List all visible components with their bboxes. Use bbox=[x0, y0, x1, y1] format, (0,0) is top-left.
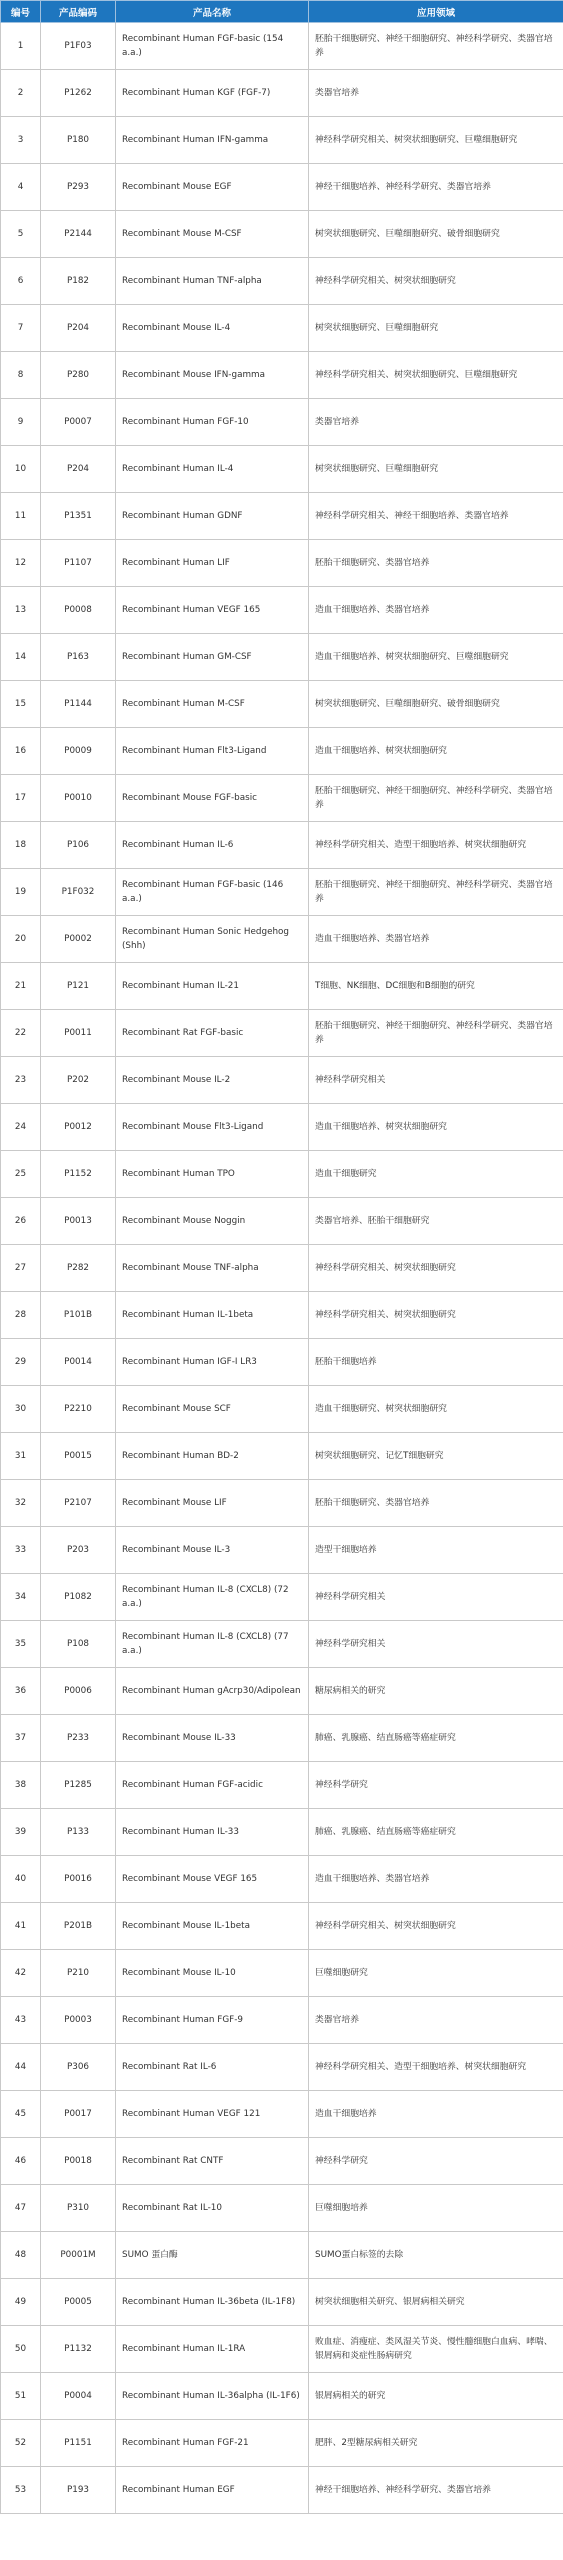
cell-product-code: P1082 bbox=[41, 1574, 116, 1621]
cell-product-code: P1285 bbox=[41, 1762, 116, 1809]
cell-application: 神经科学研究相关、树突状细胞研究 bbox=[309, 1292, 563, 1339]
cell-application: 银屑病相关的研究 bbox=[309, 2373, 563, 2420]
cell-number: 33 bbox=[1, 1527, 41, 1574]
cell-application: 败血症、消瘦症、类风湿关节炎、慢性髓细胞白血病、哮喘、银屑病和炎症性肠病研究 bbox=[309, 2326, 563, 2373]
cell-number: 44 bbox=[1, 2044, 41, 2091]
cell-number: 13 bbox=[1, 587, 41, 634]
table-row bbox=[1, 2185, 563, 2232]
cell-number: 4 bbox=[1, 164, 41, 211]
cell-product-name: Recombinant Human GDNF bbox=[116, 493, 309, 540]
cell-application: 胚胎干细胞研究、神经干细胞研究、神经科学研究、类器官培养 bbox=[309, 23, 563, 70]
cell-application: 肥胖、2型糖尿病相关研究 bbox=[309, 2420, 563, 2467]
table-row bbox=[1, 352, 563, 399]
cell-product-code: P293 bbox=[41, 164, 116, 211]
table-row bbox=[1, 916, 563, 963]
cell-application: 神经科学研究相关、树突状细胞研究、巨噬细胞研究 bbox=[309, 117, 563, 164]
cell-product-code: P1262 bbox=[41, 70, 116, 117]
cell-product-code: P0002 bbox=[41, 916, 116, 963]
cell-product-code: P1132 bbox=[41, 2326, 116, 2373]
table-row bbox=[1, 1339, 563, 1386]
cell-application: 巨噬细胞培养 bbox=[309, 2185, 563, 2232]
cell-number: 10 bbox=[1, 446, 41, 493]
cell-product-name: Recombinant Human TPO bbox=[116, 1151, 309, 1198]
cell-number: 16 bbox=[1, 728, 41, 775]
cell-product-name: Recombinant Human TNF-alpha bbox=[116, 258, 309, 305]
cell-number: 3 bbox=[1, 117, 41, 164]
cell-application: 造型干细胞培养 bbox=[309, 1527, 563, 1574]
cell-product-name: Recombinant Human FGF-21 bbox=[116, 2420, 309, 2467]
cell-product-name: Recombinant Mouse IFN-gamma bbox=[116, 352, 309, 399]
cell-application: 神经科学研究相关、造型干细胞培养、树突状细胞研究 bbox=[309, 822, 563, 869]
cell-product-name: Recombinant Human FGF-9 bbox=[116, 1997, 309, 2044]
cell-number: 43 bbox=[1, 1997, 41, 2044]
table-row bbox=[1, 258, 563, 305]
cell-application: 造血干细胞培养、树突状细胞研究 bbox=[309, 1104, 563, 1151]
cell-product-code: P280 bbox=[41, 352, 116, 399]
table-body bbox=[1, 23, 563, 2514]
cell-application: 造血干细胞培养 bbox=[309, 2091, 563, 2138]
cell-application: 胚胎干细胞研究、类器官培养 bbox=[309, 540, 563, 587]
table-row bbox=[1, 1057, 563, 1104]
cell-product-name: Recombinant Human VEGF 121 bbox=[116, 2091, 309, 2138]
cell-number: 39 bbox=[1, 1809, 41, 1856]
cell-application: 造血干细胞培养、类器官培养 bbox=[309, 587, 563, 634]
cell-application: 神经科学研究 bbox=[309, 1762, 563, 1809]
cell-product-code: P0011 bbox=[41, 1010, 116, 1057]
cell-number: 6 bbox=[1, 258, 41, 305]
cell-product-name: Recombinant Human IL-36beta (IL-1F8) bbox=[116, 2279, 309, 2326]
cell-number: 11 bbox=[1, 493, 41, 540]
cell-product-name: Recombinant Human IL-1beta bbox=[116, 1292, 309, 1339]
cell-number: 38 bbox=[1, 1762, 41, 1809]
cell-product-code: P1107 bbox=[41, 540, 116, 587]
cell-application: 神经科学研究相关、树突状细胞研究、巨噬细胞研究 bbox=[309, 352, 563, 399]
cell-product-code: P0008 bbox=[41, 587, 116, 634]
table-row bbox=[1, 540, 563, 587]
cell-product-code: P0018 bbox=[41, 2138, 116, 2185]
table-row bbox=[1, 1386, 563, 1433]
table-row bbox=[1, 1527, 563, 1574]
table-row bbox=[1, 1856, 563, 1903]
cell-product-name: Recombinant Rat IL-6 bbox=[116, 2044, 309, 2091]
cell-product-name: Recombinant Mouse IL-10 bbox=[116, 1950, 309, 1997]
cell-number: 25 bbox=[1, 1151, 41, 1198]
cell-product-name: Recombinant Human IL-6 bbox=[116, 822, 309, 869]
table-row bbox=[1, 1010, 563, 1057]
cell-number: 35 bbox=[1, 1621, 41, 1668]
table-row bbox=[1, 1903, 563, 1950]
cell-product-code: P310 bbox=[41, 2185, 116, 2232]
cell-number: 1 bbox=[1, 23, 41, 70]
cell-product-code: P233 bbox=[41, 1715, 116, 1762]
cell-number: 46 bbox=[1, 2138, 41, 2185]
cell-number: 14 bbox=[1, 634, 41, 681]
cell-product-name: Recombinant Mouse IL-33 bbox=[116, 1715, 309, 1762]
cell-product-code: P210 bbox=[41, 1950, 116, 1997]
cell-application: 肺癌、乳腺癌、结直肠癌等癌症研究 bbox=[309, 1715, 563, 1762]
cell-product-code: P106 bbox=[41, 822, 116, 869]
cell-product-code: P108 bbox=[41, 1621, 116, 1668]
cell-product-name: Recombinant Human IFN-gamma bbox=[116, 117, 309, 164]
cell-number: 22 bbox=[1, 1010, 41, 1057]
table-row bbox=[1, 23, 563, 70]
cell-application: 胚胎干细胞研究、神经干细胞研究、神经科学研究、类器官培养 bbox=[309, 1010, 563, 1057]
table-row bbox=[1, 1104, 563, 1151]
cell-application: 神经科学研究相关、树突状细胞研究 bbox=[309, 258, 563, 305]
cell-product-code: P180 bbox=[41, 117, 116, 164]
cell-product-code: P0006 bbox=[41, 1668, 116, 1715]
cell-application: 巨噬细胞研究 bbox=[309, 1950, 563, 1997]
cell-application: 造血干细胞研究、树突状细胞研究 bbox=[309, 1386, 563, 1433]
cell-number: 12 bbox=[1, 540, 41, 587]
cell-number: 29 bbox=[1, 1339, 41, 1386]
table-header bbox=[1, 1, 563, 23]
cell-product-code: P0004 bbox=[41, 2373, 116, 2420]
cell-product-code: P201B bbox=[41, 1903, 116, 1950]
cell-product-name: Recombinant Human KGF (FGF-7) bbox=[116, 70, 309, 117]
cell-number: 41 bbox=[1, 1903, 41, 1950]
cell-product-name: Recombinant Human IL-8 (CXCL8) (72 a.a.) bbox=[116, 1574, 309, 1621]
header-row bbox=[1, 1, 563, 23]
cell-product-code: P1144 bbox=[41, 681, 116, 728]
cell-product-name: Recombinant Mouse IL-4 bbox=[116, 305, 309, 352]
cell-application: 神经科学研究相关、树突状细胞研究 bbox=[309, 1245, 563, 1292]
cell-product-name: Recombinant Mouse VEGF 165 bbox=[116, 1856, 309, 1903]
cell-number: 21 bbox=[1, 963, 41, 1010]
cell-product-name: Recombinant Human BD-2 bbox=[116, 1433, 309, 1480]
cell-application: 肺癌、乳腺癌、结直肠癌等癌症研究 bbox=[309, 1809, 563, 1856]
cell-number: 45 bbox=[1, 2091, 41, 2138]
cell-application: SUMO蛋白标签的去除 bbox=[309, 2232, 563, 2279]
cell-number: 31 bbox=[1, 1433, 41, 1480]
cell-number: 36 bbox=[1, 1668, 41, 1715]
table-row bbox=[1, 493, 563, 540]
table-row bbox=[1, 1668, 563, 1715]
cell-product-code: P2144 bbox=[41, 211, 116, 258]
cell-application: 树突状细胞研究、巨噬细胞研究 bbox=[309, 305, 563, 352]
cell-application: 神经干细胞培养、神经科学研究、类器官培养 bbox=[309, 164, 563, 211]
cell-product-code: P0009 bbox=[41, 728, 116, 775]
table-row bbox=[1, 634, 563, 681]
cell-product-name: Recombinant Human Flt3-Ligand bbox=[116, 728, 309, 775]
table-row bbox=[1, 728, 563, 775]
cell-application: 神经干细胞培养、神经科学研究、类器官培养 bbox=[309, 2467, 563, 2514]
cell-number: 42 bbox=[1, 1950, 41, 1997]
cell-number: 40 bbox=[1, 1856, 41, 1903]
table-row bbox=[1, 1292, 563, 1339]
cell-number: 52 bbox=[1, 2420, 41, 2467]
cell-application: 造血干细胞培养、树突状细胞研究 bbox=[309, 728, 563, 775]
cell-product-name: Recombinant Human IL-33 bbox=[116, 1809, 309, 1856]
table-row bbox=[1, 2044, 563, 2091]
cell-product-name: Recombinant Human LIF bbox=[116, 540, 309, 587]
cell-application: 造血干细胞培养、类器官培养 bbox=[309, 916, 563, 963]
table-row bbox=[1, 2138, 563, 2185]
cell-application: 神经科学研究相关、树突状细胞研究 bbox=[309, 1903, 563, 1950]
table-row bbox=[1, 2420, 563, 2467]
cell-application: 胚胎干细胞培养 bbox=[309, 1339, 563, 1386]
table-row bbox=[1, 1715, 563, 1762]
cell-application: T细胞、NK细胞、DC细胞和B细胞的研究 bbox=[309, 963, 563, 1010]
cell-number: 47 bbox=[1, 2185, 41, 2232]
cell-number: 34 bbox=[1, 1574, 41, 1621]
cell-product-code: P203 bbox=[41, 1527, 116, 1574]
header-code: 产品编码 bbox=[41, 1, 116, 23]
cell-application: 神经科学研究相关 bbox=[309, 1621, 563, 1668]
cell-product-name: Recombinant Human VEGF 165 bbox=[116, 587, 309, 634]
table-row bbox=[1, 587, 563, 634]
cell-product-code: P0003 bbox=[41, 1997, 116, 2044]
cell-product-name: Recombinant Rat FGF-basic bbox=[116, 1010, 309, 1057]
cell-product-name: Recombinant Human FGF-acidic bbox=[116, 1762, 309, 1809]
cell-number: 28 bbox=[1, 1292, 41, 1339]
table-row bbox=[1, 2467, 563, 2514]
cell-application: 树突状细胞研究、巨噬细胞研究 bbox=[309, 446, 563, 493]
cell-number: 17 bbox=[1, 775, 41, 822]
cell-number: 18 bbox=[1, 822, 41, 869]
table-row bbox=[1, 446, 563, 493]
table-row bbox=[1, 117, 563, 164]
cell-product-code: P0005 bbox=[41, 2279, 116, 2326]
cell-product-name: Recombinant Human FGF-basic (154 a.a.) bbox=[116, 23, 309, 70]
cell-product-code: P1152 bbox=[41, 1151, 116, 1198]
cell-product-name: Recombinant Human IL-8 (CXCL8) (77 a.a.) bbox=[116, 1621, 309, 1668]
cell-product-name: Recombinant Mouse TNF-alpha bbox=[116, 1245, 309, 1292]
header-application: 应用领域 bbox=[309, 1, 563, 23]
cell-number: 53 bbox=[1, 2467, 41, 2514]
cell-product-code: P2210 bbox=[41, 1386, 116, 1433]
cell-product-code: P306 bbox=[41, 2044, 116, 2091]
table-row bbox=[1, 1198, 563, 1245]
cell-application: 树突状细胞相关研究、银屑病相关研究 bbox=[309, 2279, 563, 2326]
cell-number: 15 bbox=[1, 681, 41, 728]
cell-application: 造血干细胞研究 bbox=[309, 1151, 563, 1198]
table-row bbox=[1, 1621, 563, 1668]
cell-product-name: Recombinant Mouse M-CSF bbox=[116, 211, 309, 258]
table-row bbox=[1, 164, 563, 211]
cell-number: 24 bbox=[1, 1104, 41, 1151]
cell-product-code: P2107 bbox=[41, 1480, 116, 1527]
cell-product-code: P204 bbox=[41, 446, 116, 493]
cell-number: 26 bbox=[1, 1198, 41, 1245]
cell-product-name: Recombinant Mouse IL-1beta bbox=[116, 1903, 309, 1950]
cell-number: 49 bbox=[1, 2279, 41, 2326]
cell-product-code: P0013 bbox=[41, 1198, 116, 1245]
cell-product-name: Recombinant Human FGF-10 bbox=[116, 399, 309, 446]
cell-product-name: Recombinant Human IGF-I LR3 bbox=[116, 1339, 309, 1386]
cell-product-code: P193 bbox=[41, 2467, 116, 2514]
table-row bbox=[1, 2373, 563, 2420]
cell-product-name: Recombinant Mouse LIF bbox=[116, 1480, 309, 1527]
cell-product-code: P182 bbox=[41, 258, 116, 305]
cell-product-name: Recombinant Mouse EGF bbox=[116, 164, 309, 211]
cell-application: 神经科学研究相关、造型干细胞培养、树突状细胞研究 bbox=[309, 2044, 563, 2091]
cell-product-name: Recombinant Mouse IL-3 bbox=[116, 1527, 309, 1574]
cell-number: 5 bbox=[1, 211, 41, 258]
header-num: 编号 bbox=[1, 1, 41, 23]
cell-application: 神经科学研究 bbox=[309, 2138, 563, 2185]
cell-product-code: P202 bbox=[41, 1057, 116, 1104]
cell-product-code: P0001M bbox=[41, 2232, 116, 2279]
cell-application: 树突状细胞研究、记忆T细胞研究 bbox=[309, 1433, 563, 1480]
cell-product-code: P163 bbox=[41, 634, 116, 681]
cell-product-code: P1151 bbox=[41, 2420, 116, 2467]
table-row bbox=[1, 869, 563, 916]
table-row bbox=[1, 399, 563, 446]
cell-product-code: P1F03 bbox=[41, 23, 116, 70]
cell-number: 19 bbox=[1, 869, 41, 916]
table-row bbox=[1, 2232, 563, 2279]
table-row bbox=[1, 1151, 563, 1198]
table-row bbox=[1, 2279, 563, 2326]
cell-product-name: Recombinant Mouse Flt3-Ligand bbox=[116, 1104, 309, 1151]
cell-application: 胚胎干细胞研究、神经干细胞研究、神经科学研究、类器官培养 bbox=[309, 869, 563, 916]
cell-product-code: P121 bbox=[41, 963, 116, 1010]
cell-application: 类器官培养 bbox=[309, 70, 563, 117]
table-row bbox=[1, 305, 563, 352]
cell-product-name: Recombinant Human gAcrp30/Adipolean bbox=[116, 1668, 309, 1715]
table-row bbox=[1, 963, 563, 1010]
cell-product-code: P0010 bbox=[41, 775, 116, 822]
header-name: 产品名称 bbox=[116, 1, 309, 23]
cell-product-name: Recombinant Mouse SCF bbox=[116, 1386, 309, 1433]
cell-product-name: Recombinant Human M-CSF bbox=[116, 681, 309, 728]
cell-application: 类器官培养 bbox=[309, 1997, 563, 2044]
cell-product-code: P204 bbox=[41, 305, 116, 352]
cell-number: 8 bbox=[1, 352, 41, 399]
cell-product-code: P0017 bbox=[41, 2091, 116, 2138]
cell-number: 37 bbox=[1, 1715, 41, 1762]
table-row bbox=[1, 1574, 563, 1621]
cell-product-name: Recombinant Human EGF bbox=[116, 2467, 309, 2514]
cell-product-name: Recombinant Human Sonic Hedgehog (Shh) bbox=[116, 916, 309, 963]
cell-number: 51 bbox=[1, 2373, 41, 2420]
cell-product-code: P0014 bbox=[41, 1339, 116, 1386]
table-row bbox=[1, 211, 563, 258]
cell-number: 27 bbox=[1, 1245, 41, 1292]
cell-number: 32 bbox=[1, 1480, 41, 1527]
cell-product-code: P0015 bbox=[41, 1433, 116, 1480]
cell-product-name: SUMO 蛋白酶 bbox=[116, 2232, 309, 2279]
cell-product-code: P0012 bbox=[41, 1104, 116, 1151]
cell-number: 23 bbox=[1, 1057, 41, 1104]
cell-application: 神经科学研究相关、神经干细胞培养、类器官培养 bbox=[309, 493, 563, 540]
cell-product-name: Recombinant Human IL-36alpha (IL-1F6) bbox=[116, 2373, 309, 2420]
cell-product-name: Recombinant Human FGF-basic (146 a.a.) bbox=[116, 869, 309, 916]
cell-product-name: Recombinant Mouse FGF-basic bbox=[116, 775, 309, 822]
cell-application: 胚胎干细胞研究、神经干细胞研究、神经科学研究、类器官培养 bbox=[309, 775, 563, 822]
table-row bbox=[1, 1480, 563, 1527]
table-row bbox=[1, 70, 563, 117]
table-row bbox=[1, 2326, 563, 2373]
cell-application: 造血干细胞培养、类器官培养 bbox=[309, 1856, 563, 1903]
cell-product-code: P282 bbox=[41, 1245, 116, 1292]
cell-number: 30 bbox=[1, 1386, 41, 1433]
cell-application: 造血干细胞培养、树突状细胞研究、巨噬细胞研究 bbox=[309, 634, 563, 681]
table-row bbox=[1, 1433, 563, 1480]
cell-number: 50 bbox=[1, 2326, 41, 2373]
cell-number: 2 bbox=[1, 70, 41, 117]
table-row bbox=[1, 1245, 563, 1292]
cell-application: 胚胎干细胞研究、类器官培养 bbox=[309, 1480, 563, 1527]
cell-product-name: Recombinant Human GM-CSF bbox=[116, 634, 309, 681]
cell-product-code: P1F032 bbox=[41, 869, 116, 916]
cell-application: 类器官培养、胚胎干细胞研究 bbox=[309, 1198, 563, 1245]
table-row bbox=[1, 1809, 563, 1856]
cell-product-name: Recombinant Human IL-1RA bbox=[116, 2326, 309, 2373]
cell-product-code: P0007 bbox=[41, 399, 116, 446]
cell-application: 类器官培养 bbox=[309, 399, 563, 446]
cell-product-name: Recombinant Mouse IL-2 bbox=[116, 1057, 309, 1104]
cell-number: 9 bbox=[1, 399, 41, 446]
cell-number: 7 bbox=[1, 305, 41, 352]
cell-product-name: Recombinant Rat IL-10 bbox=[116, 2185, 309, 2232]
cell-application: 神经科学研究相关 bbox=[309, 1057, 563, 1104]
cell-product-name: Recombinant Rat CNTF bbox=[116, 2138, 309, 2185]
table-row bbox=[1, 822, 563, 869]
table-row bbox=[1, 1762, 563, 1809]
table-row bbox=[1, 1950, 563, 1997]
cell-product-code: P101B bbox=[41, 1292, 116, 1339]
cell-number: 20 bbox=[1, 916, 41, 963]
cell-application: 糖尿病相关的研究 bbox=[309, 1668, 563, 1715]
table-row bbox=[1, 775, 563, 822]
cell-product-code: P1351 bbox=[41, 493, 116, 540]
cell-product-name: Recombinant Mouse Noggin bbox=[116, 1198, 309, 1245]
cell-application: 神经科学研究相关 bbox=[309, 1574, 563, 1621]
table-row bbox=[1, 2091, 563, 2138]
cell-application: 树突状细胞研究、巨噬细胞研究、破骨细胞研究 bbox=[309, 211, 563, 258]
table-row bbox=[1, 681, 563, 728]
cell-product-code: P133 bbox=[41, 1809, 116, 1856]
cell-number: 48 bbox=[1, 2232, 41, 2279]
cell-product-name: Recombinant Human IL-21 bbox=[116, 963, 309, 1010]
cell-application: 树突状细胞研究、巨噬细胞研究、破骨细胞研究 bbox=[309, 681, 563, 728]
table-row bbox=[1, 1997, 563, 2044]
cell-product-code: P0016 bbox=[41, 1856, 116, 1903]
cell-product-name: Recombinant Human IL-4 bbox=[116, 446, 309, 493]
